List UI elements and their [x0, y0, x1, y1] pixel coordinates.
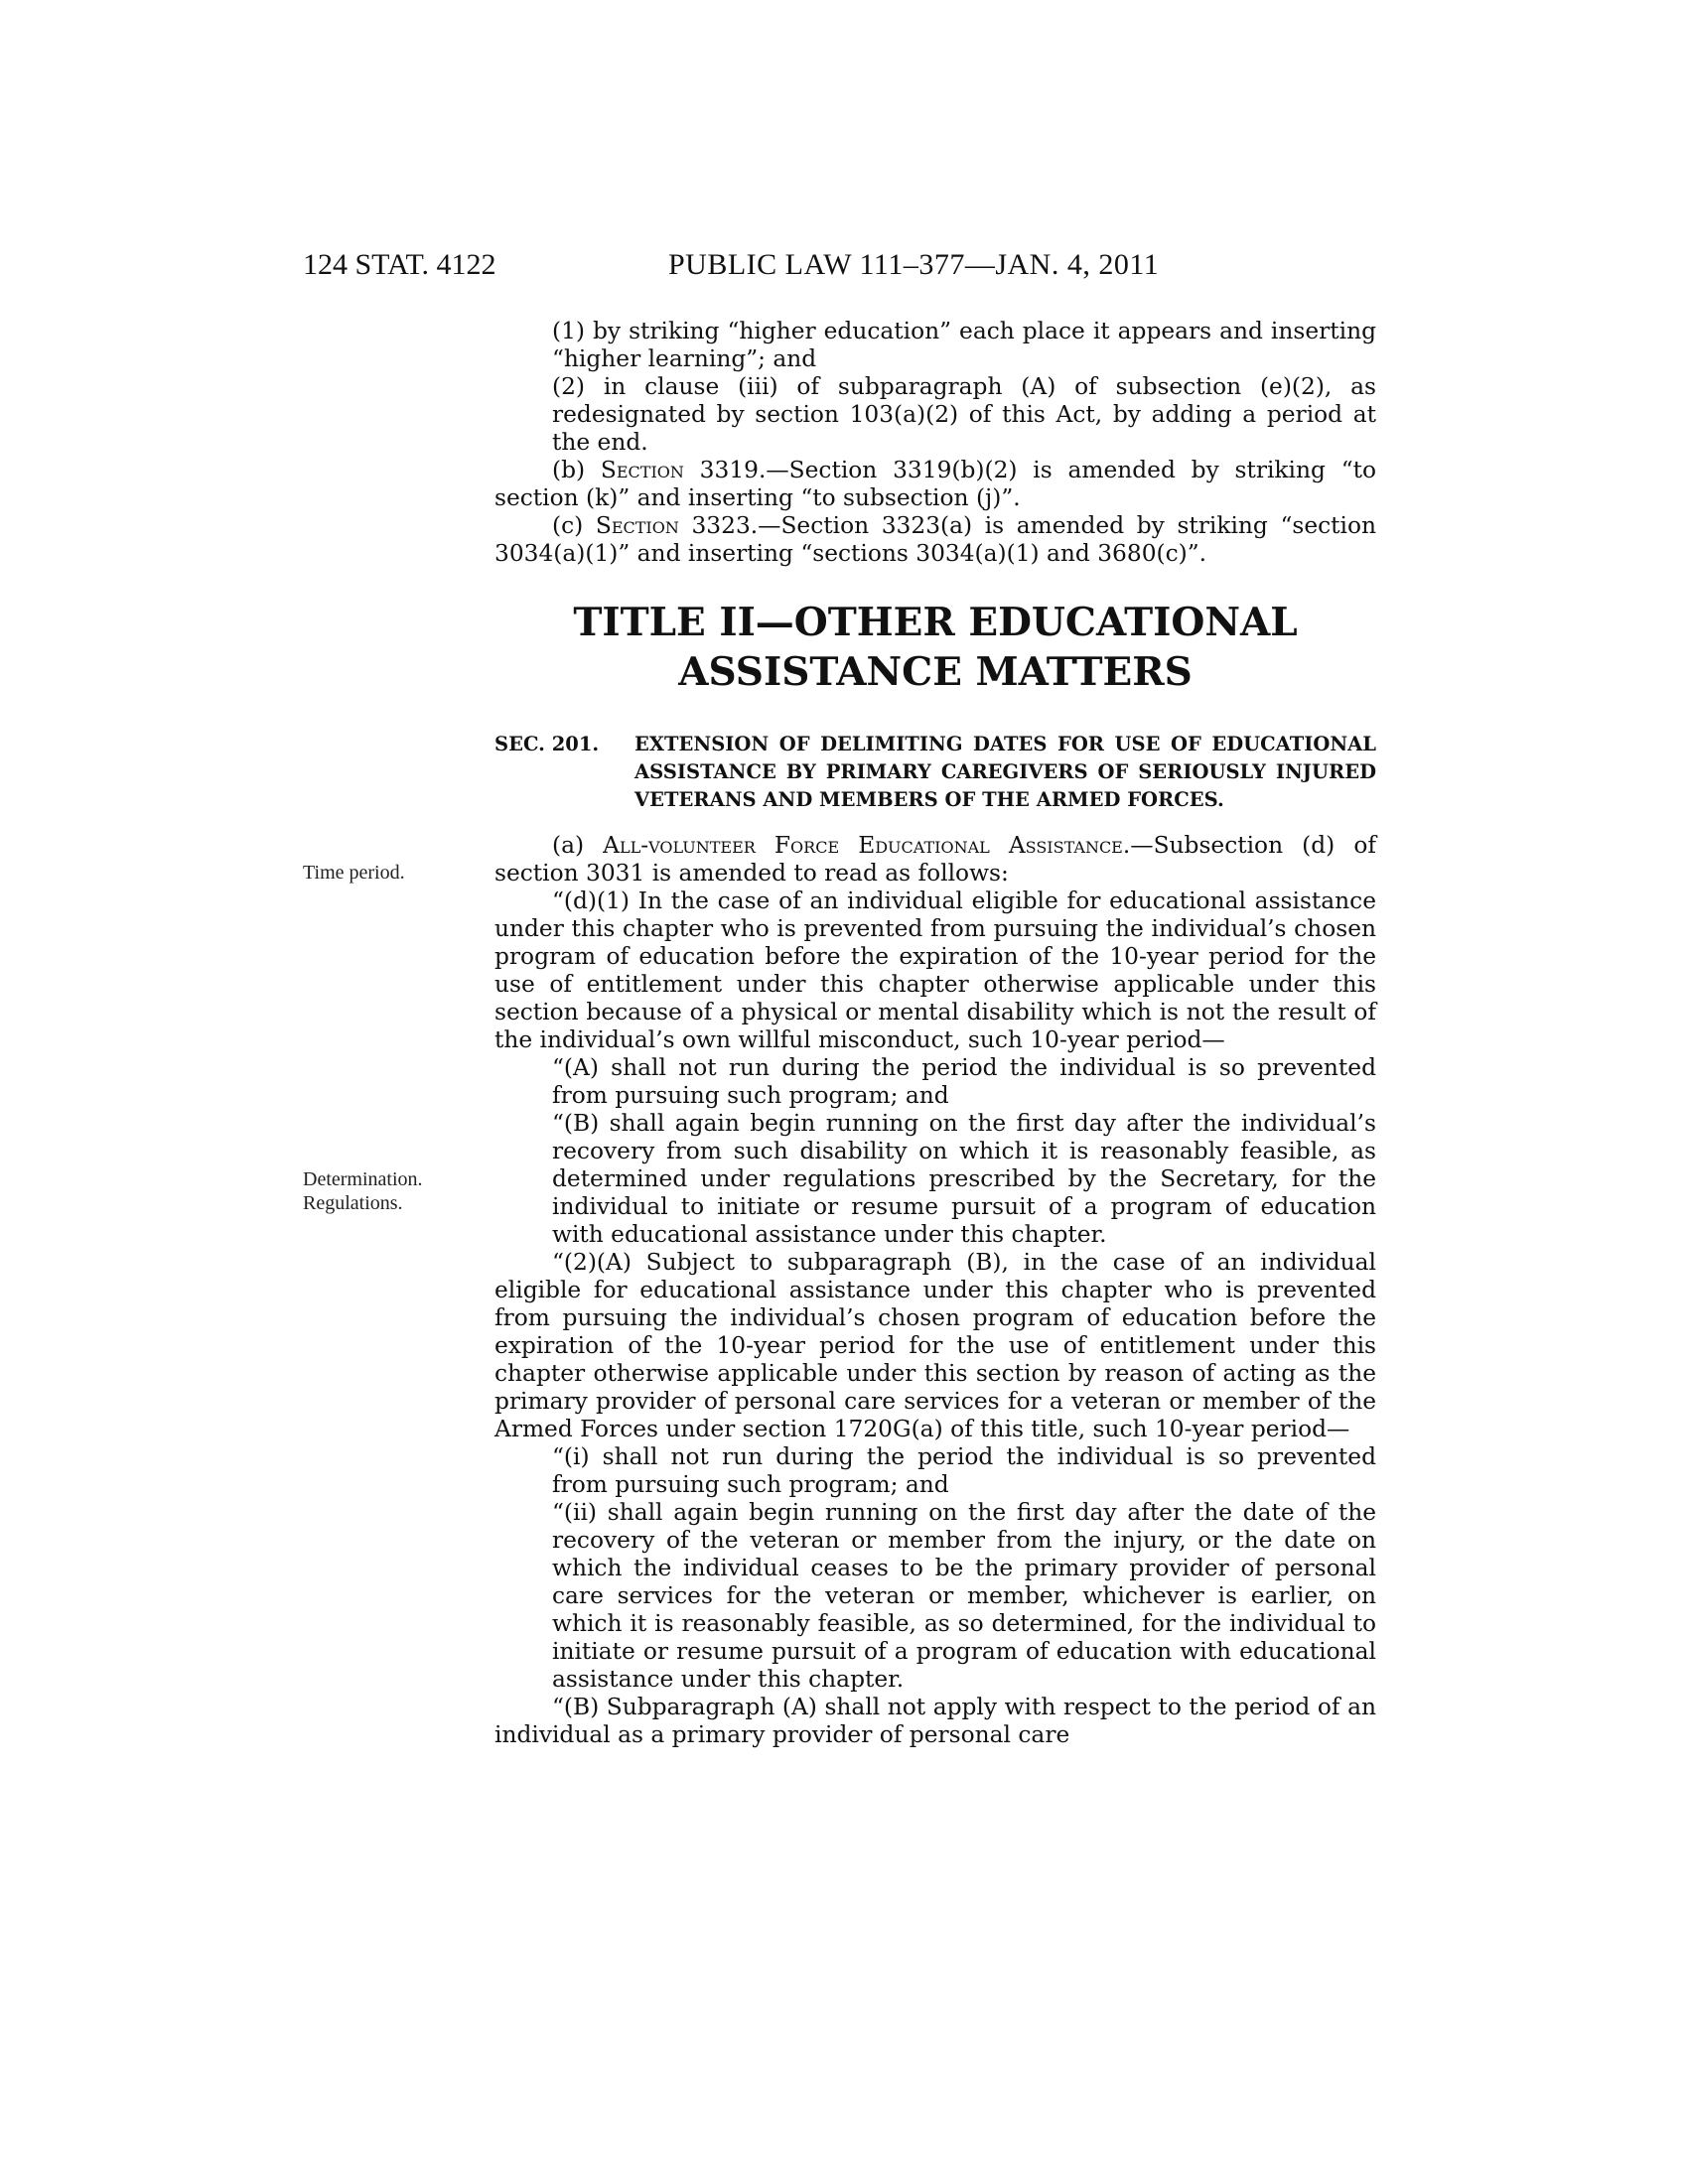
a-prefix: (a) — [552, 832, 604, 859]
p4-rest: 3323.—Section 3323(a) is amended by striking “section 3034(a)(1)” and inserting “sections 3034(a)(1) and 3680(c)”. — [494, 512, 1376, 567]
title-line-1: TITLE II—OTHER EDUCATIONAL — [573, 600, 1298, 645]
p3-rest: 3319.—Section 3319(b)(2) is amended by striking “to section (k)” and inserting “to subsection (j)”. — [494, 457, 1376, 511]
paragraph-d2-B: “(B) Subparagraph (A) shall not apply with respect to the period of an individual as a primary provider of personal care — [494, 1694, 1376, 1748]
paragraph-subsection-a — [494, 832, 1376, 887]
paragraph-amend-2: (2) in clause (iii) of subparagraph (A) of subsection (e)(2), as redesignated by section 103(a)(2) of this Act, by adding a period at the end. — [552, 373, 1376, 456]
public-law-citation: PUBLIC LAW 111–377—JAN. 4, 2011 — [668, 248, 1160, 281]
section-number: SEC. 201. — [494, 733, 600, 755]
margin-note-determination-regulations — [303, 1167, 423, 1215]
p4-small-caps: Section — [595, 512, 679, 539]
p3-prefix: (b) — [552, 457, 601, 483]
p4-prefix: (c) — [552, 512, 596, 539]
section-heading-text: EXTENSION OF DELIMITING DATES FOR USE OF EDUCATIONAL ASSISTANCE BY PRIMARY CAREGIVERS OF SERIOUSLY INJURED VETERANS AND MEMBERS OF THE ARMED FORCES. — [634, 733, 1376, 811]
paragraph-amend-1: (1) by striking “higher education” each place it appears and inserting “higher learning”; and — [552, 318, 1376, 372]
paragraph-section-3319 — [494, 457, 1376, 512]
section-heading — [494, 731, 1376, 814]
title-heading — [494, 598, 1376, 697]
running-header — [303, 248, 1365, 288]
margin-note-regulations-text: Regulations. — [303, 1192, 403, 1214]
p3-small-caps: Section — [600, 457, 684, 483]
title-line-2: ASSISTANCE MATTERS — [678, 649, 1193, 695]
paragraph-d2-A: “(2)(A) Subject to subparagraph (B), in the case of an individual eligible for educational assistance under this chapter who is prevented from pursuing the individual’s chosen program of education before the expiration of the 10-year period for the use of entitlement under this chapter otherwise applicable under this section by reason of acting as the primary provider of personal care services for a veteran or member of the Armed Forces under section 1720G(a) of this title, such 10-year period— — [494, 1249, 1376, 1442]
a-small-caps: All-volunteer Force Educational Assistance — [603, 832, 1123, 859]
statute-page-number: 124 STAT. 4122 — [303, 248, 496, 281]
margin-note-time-period-text: Time period. — [303, 862, 405, 884]
paragraph-d2-A-ii: “(ii) shall again begin running on the first day after the date of the recovery of the veteran or member from the injury, or the date on which the individual ceases to be the primary provider of personal care services for the veteran or member, whichever is earlier, on which it is reasonably feasible, as so determined, for the individual to initiate or resume pursuit of a program of education with educational assistance under this chapter. — [552, 1499, 1376, 1693]
margin-note-time-period — [303, 861, 405, 885]
paragraph-d2-A-i: “(i) shall not run during the period the individual is so prevented from pursuing such program; and — [552, 1443, 1376, 1498]
paragraph-d1-A: “(A) shall not run during the period the individual is so prevented from pursuing such program; and — [552, 1054, 1376, 1109]
paragraph-d1-B: “(B) shall again begin running on the first day after the individual’s recovery from such disability on which it is reasonably feasible, as determined under regulations prescribed by the Secretary, for the individual to initiate or resume pursuit of a program of education with educational assistance under this chapter. — [552, 1110, 1376, 1248]
paragraph-section-3323 — [494, 512, 1376, 568]
paragraph-d1: “(d)(1) In the case of an individual eligible for educational assistance under this chapter who is prevented from pursuing the individual’s chosen program of education before the expiration of the 10-year period for the use of entitlement under this chapter otherwise applicable under this section because of a physical or mental disability which is not the result of the individual’s own willful misconduct, such 10-year period— — [494, 887, 1376, 1053]
body-text-column — [494, 318, 1376, 1749]
a-rest: .—Subsection (d) of section 3031 is amended to read as follows: — [494, 832, 1376, 887]
margin-note-determination-text: Determination. — [303, 1168, 423, 1190]
